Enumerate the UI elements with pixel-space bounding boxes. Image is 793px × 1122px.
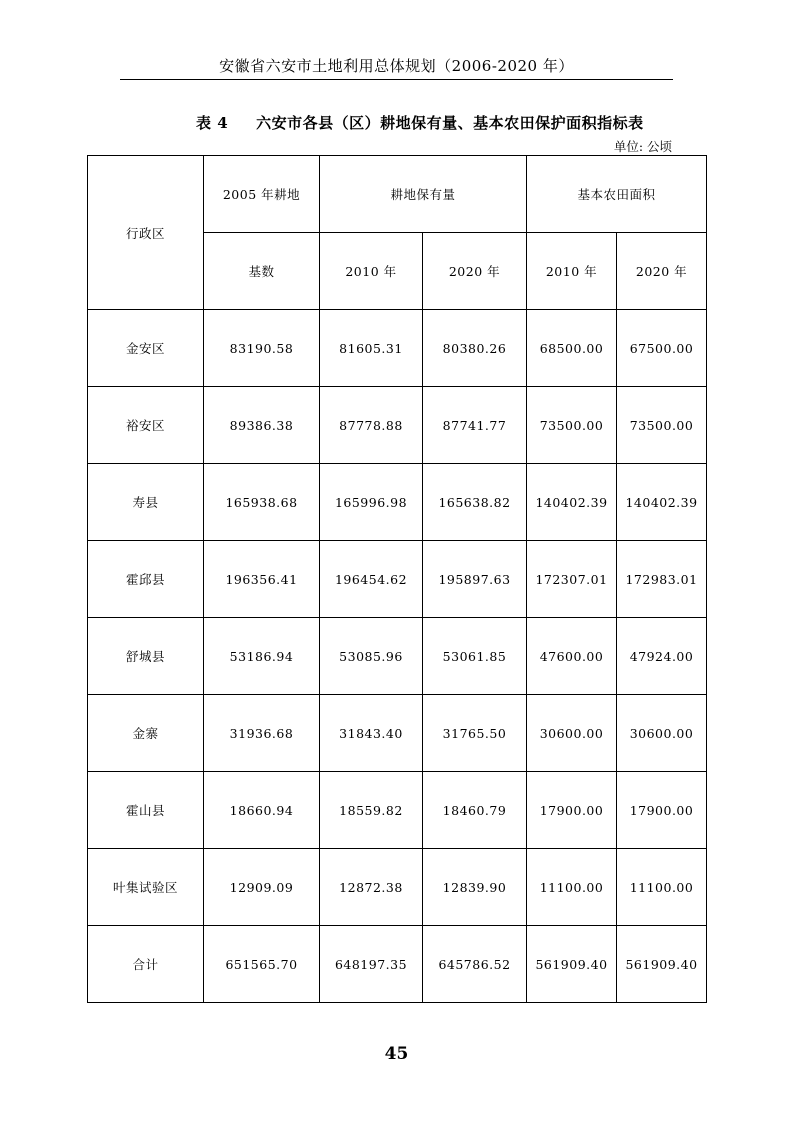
cell-basic-2020: 47924.00 <box>617 618 707 695</box>
cell-retention-2020: 87741.77 <box>423 387 527 464</box>
cell-basic-2020: 17900.00 <box>617 772 707 849</box>
cell-retention-2010: 18559.82 <box>320 772 423 849</box>
cell-basic-2020: 140402.39 <box>617 464 707 541</box>
cell-farmland-2005: 12909.09 <box>204 849 320 926</box>
cell-farmland-2005: 651565.70 <box>204 926 320 1003</box>
cell-region: 合计 <box>88 926 204 1003</box>
cell-retention-2020: 31765.50 <box>423 695 527 772</box>
cell-retention-2010: 87778.88 <box>320 387 423 464</box>
table-row <box>88 849 707 926</box>
cell-retention-2020: 645786.52 <box>423 926 527 1003</box>
cell-retention-2010: 31843.40 <box>320 695 423 772</box>
cell-region: 舒城县 <box>88 618 204 695</box>
cell-farmland-2005: 83190.58 <box>204 310 320 387</box>
cell-farmland-2005: 53186.94 <box>204 618 320 695</box>
farmland-indicator-table <box>87 155 707 1003</box>
cell-region: 霍邱县 <box>88 541 204 618</box>
cell-basic-2020: 561909.40 <box>617 926 707 1003</box>
cell-retention-2010: 12872.38 <box>320 849 423 926</box>
table-row <box>88 772 707 849</box>
table-row <box>88 387 707 464</box>
cell-basic-2020: 30600.00 <box>617 695 707 772</box>
cell-basic-2010: 17900.00 <box>527 772 617 849</box>
header-basic-farmland: 基本农田面积 <box>527 156 707 233</box>
cell-basic-2010: 30600.00 <box>527 695 617 772</box>
cell-retention-2020: 80380.26 <box>423 310 527 387</box>
cell-farmland-2005: 89386.38 <box>204 387 320 464</box>
cell-region: 裕安区 <box>88 387 204 464</box>
table-title-text: 六安市各县（区）耕地保有量、基本农田保护面积指标表 <box>256 114 644 132</box>
cell-retention-2020: 195897.63 <box>423 541 527 618</box>
header-basic-2010: 2010 年 <box>527 233 617 310</box>
table-row <box>88 618 707 695</box>
cell-basic-2010: 172307.01 <box>527 541 617 618</box>
table-row <box>88 541 707 618</box>
page-header: 安徽省六安市土地利用总体规划（2006-2020 年） <box>219 57 574 75</box>
cell-basic-2020: 73500.00 <box>617 387 707 464</box>
table-row <box>88 464 707 541</box>
cell-basic-2020: 67500.00 <box>617 310 707 387</box>
cell-retention-2020: 18460.79 <box>423 772 527 849</box>
table-title <box>196 112 696 133</box>
cell-basic-2010: 561909.40 <box>527 926 617 1003</box>
cell-basic-2010: 68500.00 <box>527 310 617 387</box>
page-number: 45 <box>384 1044 409 1064</box>
header-retention: 耕地保有量 <box>320 156 527 233</box>
cell-farmland-2005: 18660.94 <box>204 772 320 849</box>
table-header-row <box>88 156 707 233</box>
cell-retention-2020: 165638.82 <box>423 464 527 541</box>
cell-region: 叶集试验区 <box>88 849 204 926</box>
header-region: 行政区 <box>88 156 204 310</box>
header-farmland-2005: 2005 年耕地 <box>204 156 320 233</box>
header-basic-2020: 2020 年 <box>617 233 707 310</box>
cell-retention-2010: 648197.35 <box>320 926 423 1003</box>
cell-basic-2020: 11100.00 <box>617 849 707 926</box>
table-row <box>88 310 707 387</box>
cell-farmland-2005: 196356.41 <box>204 541 320 618</box>
header-retention-2010: 2010 年 <box>320 233 423 310</box>
header-base: 基数 <box>204 233 320 310</box>
cell-retention-2010: 53085.96 <box>320 618 423 695</box>
cell-basic-2010: 140402.39 <box>527 464 617 541</box>
cell-farmland-2005: 165938.68 <box>204 464 320 541</box>
table-row <box>88 695 707 772</box>
table-body <box>88 310 707 1003</box>
cell-region: 霍山县 <box>88 772 204 849</box>
cell-retention-2010: 196454.62 <box>320 541 423 618</box>
cell-basic-2010: 73500.00 <box>527 387 617 464</box>
cell-region: 金安区 <box>88 310 204 387</box>
cell-region: 寿县 <box>88 464 204 541</box>
cell-basic-2010: 47600.00 <box>527 618 617 695</box>
unit-note: 单位: 公顷 <box>613 139 672 154</box>
table-row <box>88 926 707 1003</box>
cell-farmland-2005: 31936.68 <box>204 695 320 772</box>
cell-region: 金寨 <box>88 695 204 772</box>
cell-basic-2020: 172983.01 <box>617 541 707 618</box>
cell-retention-2010: 81605.31 <box>320 310 423 387</box>
cell-retention-2020: 12839.90 <box>423 849 527 926</box>
cell-retention-2010: 165996.98 <box>320 464 423 541</box>
header-rule <box>120 79 673 80</box>
table-number: 表 4 <box>196 114 229 132</box>
header-retention-2020: 2020 年 <box>423 233 527 310</box>
cell-basic-2010: 11100.00 <box>527 849 617 926</box>
cell-retention-2020: 53061.85 <box>423 618 527 695</box>
